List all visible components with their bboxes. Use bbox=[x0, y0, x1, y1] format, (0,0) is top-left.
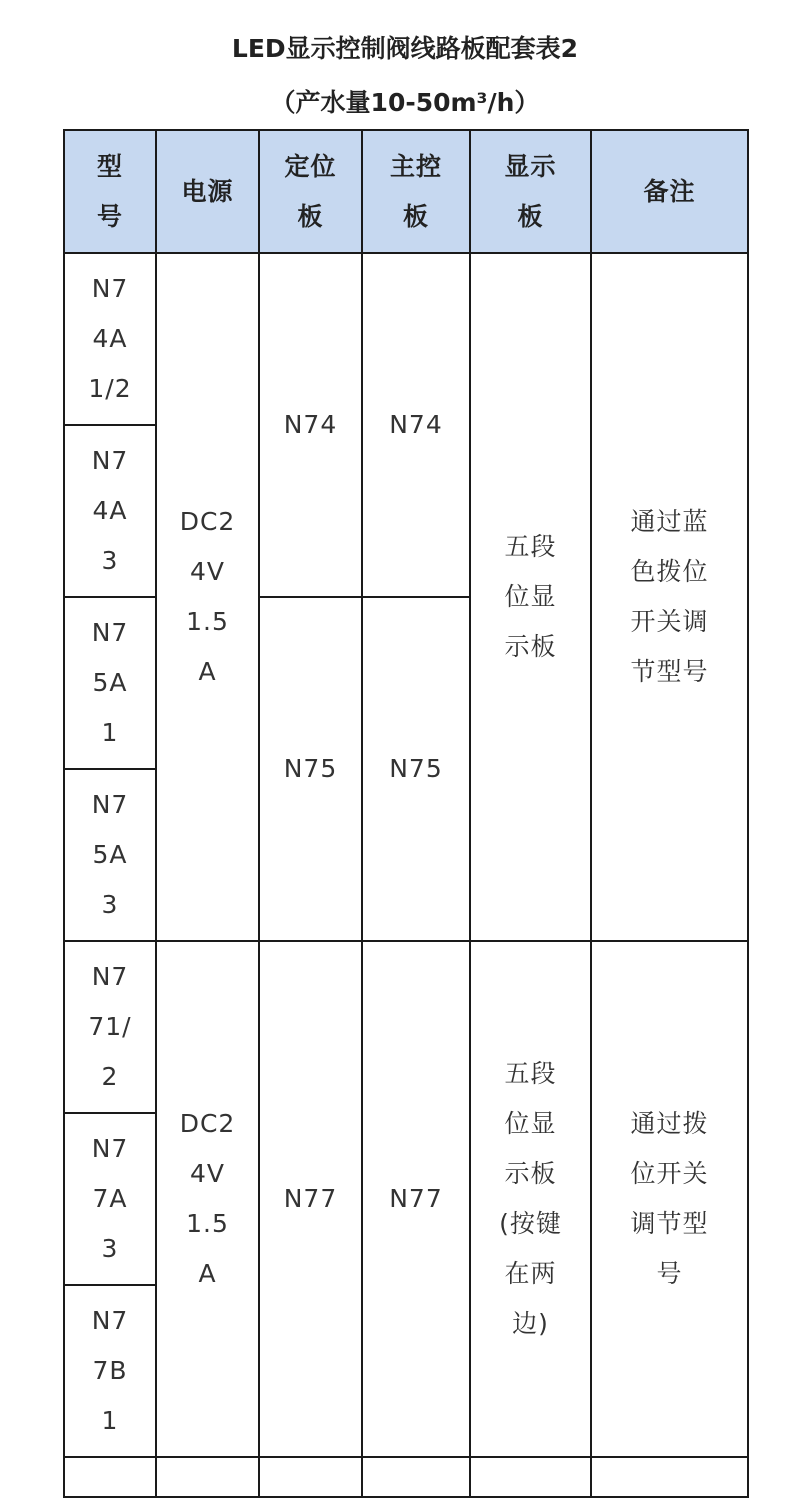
table-row bbox=[64, 1457, 748, 1497]
empty-cell bbox=[64, 1457, 156, 1497]
main-control-board-cell: N77 bbox=[362, 941, 470, 1457]
model-cell: N7 71/ 2 bbox=[64, 941, 156, 1113]
model-cell: N7 7B 1 bbox=[64, 1285, 156, 1457]
header-remark: 备注 bbox=[591, 130, 748, 253]
model-cell: N7 5A 3 bbox=[64, 769, 156, 941]
main-control-board-cell: N75 bbox=[362, 597, 470, 941]
matching-table bbox=[63, 129, 749, 1498]
empty-cell bbox=[259, 1457, 362, 1497]
display-board-cell: 五段 位显 示板 bbox=[470, 253, 591, 941]
positioning-board-cell: N77 bbox=[259, 941, 362, 1457]
main-control-board-cell: N74 bbox=[362, 253, 470, 597]
empty-cell bbox=[362, 1457, 470, 1497]
header-power: 电源 bbox=[156, 130, 259, 253]
header-display-board: 显示 板 bbox=[470, 130, 591, 253]
empty-cell bbox=[591, 1457, 748, 1497]
remark-cell: 通过蓝 色拨位 开关调 节型号 bbox=[591, 253, 748, 941]
model-cell: N7 4A 3 bbox=[64, 425, 156, 597]
power-cell: DC2 4V 1.5 A bbox=[156, 253, 259, 941]
table-title: LED显示控制阀线路板配套表2 bbox=[231, 34, 579, 63]
header-main-control-board: 主控 板 bbox=[362, 130, 470, 253]
header-model: 型 号 bbox=[64, 130, 156, 253]
header-row bbox=[64, 130, 748, 253]
display-board-cell: 五段 位显 示板 (按键 在两 边) bbox=[470, 941, 591, 1457]
header-positioning-board: 定位 板 bbox=[259, 130, 362, 253]
positioning-board-cell: N74 bbox=[259, 253, 362, 597]
positioning-board-cell: N75 bbox=[259, 597, 362, 941]
table-row bbox=[64, 253, 748, 425]
table-subtitle: （产水量10-50m³/h） bbox=[270, 88, 540, 117]
model-cell: N7 7A 3 bbox=[64, 1113, 156, 1285]
power-cell: DC2 4V 1.5 A bbox=[156, 941, 259, 1457]
empty-cell bbox=[470, 1457, 591, 1497]
model-cell: N7 5A 1 bbox=[64, 597, 156, 769]
empty-cell bbox=[156, 1457, 259, 1497]
table-row bbox=[64, 941, 748, 1113]
model-cell: N7 4A 1/2 bbox=[64, 253, 156, 425]
remark-cell: 通过拨 位开关 调节型 号 bbox=[591, 941, 748, 1457]
